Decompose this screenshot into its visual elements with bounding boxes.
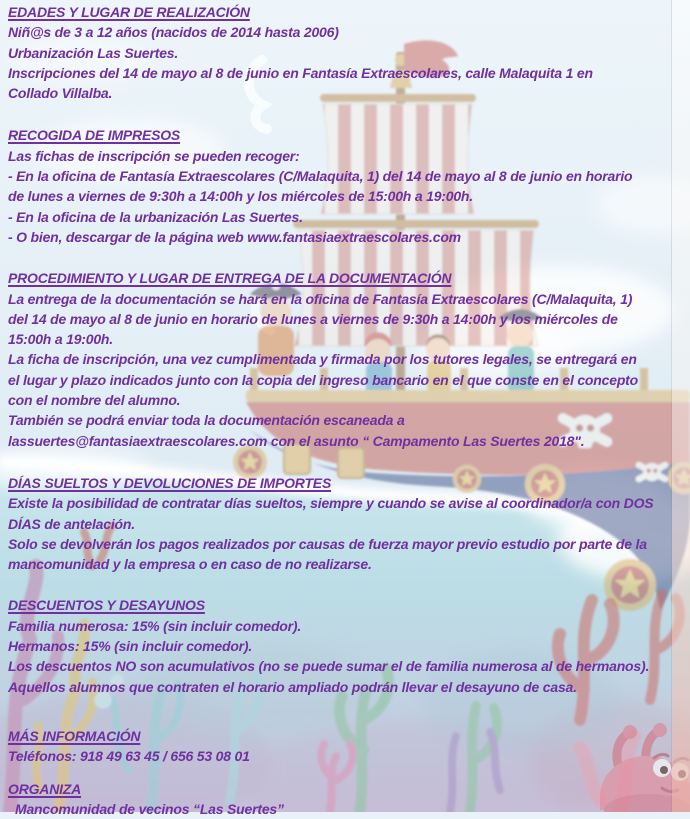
text-line: La ficha de inscripción, una vez cumplimentada y firmada por los tutores legales, se entregará en bbox=[8, 349, 688, 369]
organizer-name: Mancomunidad de vecinos “Las Suertes” bbox=[8, 799, 688, 819]
section-heading: DÍAS SUELTOS Y DEVOLUCIONES DE IMPORTES bbox=[8, 473, 688, 493]
section-heading: MÁS INFORMACIÓN bbox=[8, 726, 688, 746]
text-line: 15:00h a 19:00h. bbox=[8, 329, 688, 349]
section-organiza bbox=[8, 779, 688, 819]
text-line: Inscripciones del 14 de mayo al 8 de junio en Fantasía Extraescolares, calle Malaquita 1 en bbox=[8, 63, 688, 83]
section-procedimiento-entrega bbox=[8, 268, 688, 451]
text-line: Hermanos: 15% (sin incluir comedor). bbox=[8, 636, 688, 656]
section-mas-informacion bbox=[8, 726, 688, 767]
section-recogida-impresos bbox=[8, 125, 688, 247]
text-line: - En la oficina de la urbanización Las Suertes. bbox=[8, 207, 688, 227]
text-line: lassuertes@fantasiaextraescolares.com con el asunto “ Campamento Las Suertes 2018". bbox=[8, 431, 688, 451]
section-descuentos bbox=[8, 595, 688, 696]
text-line: mancomunidad y la empresa o en caso de no realizarse. bbox=[8, 554, 688, 574]
text-line: Niñ@s de 3 a 12 años (nacidos de 2014 hasta 2006) bbox=[8, 22, 688, 42]
text-line: Collado Villalba. bbox=[8, 83, 688, 103]
section-heading: DESCUENTOS Y DESAYUNOS bbox=[8, 595, 688, 615]
section-heading: EDADES Y LUGAR DE REALIZACIÓN bbox=[8, 2, 688, 22]
section-edades bbox=[8, 2, 688, 103]
text-line: del 14 de mayo al 8 de junio en horario de lunes a viernes de 9:30h a 14:00h y los miércoles de bbox=[8, 309, 688, 329]
text-line: Urbanización Las Suertes. bbox=[8, 43, 688, 63]
section-heading: RECOGIDA DE IMPRESOS bbox=[8, 125, 688, 145]
text-line: Los descuentos NO son acumulativos (no se puede sumar el de familia numerosa al de hermanos). bbox=[8, 656, 688, 676]
text-line: - O bien, descargar de la página web www.fantasiaextraescolares.com bbox=[8, 227, 688, 247]
text-line: - En la oficina de Fantasía Extraescolares (C/Malaquita, 1) del 14 de mayo al 8 de junio en horario bbox=[8, 166, 688, 186]
text-line: Aquellos alumnos que contraten el horario ampliado podrán llevar el desayuno de casa. bbox=[8, 677, 688, 697]
section-dias-sueltos bbox=[8, 473, 688, 574]
text-line: Existe la posibilidad de contratar días sueltos, siempre y cuando se avise al coordinador/a con DOS bbox=[8, 493, 688, 513]
text-line: Familia numerosa: 15% (sin incluir comedor). bbox=[8, 616, 688, 636]
text-line: También se podrá enviar toda la documentación escaneada a bbox=[8, 410, 688, 430]
text-line: DÍAS de antelación. bbox=[8, 514, 688, 534]
text-line: Solo se devolverán los pagos realizados por causas de fuerza mayor previo estudio por parte de la bbox=[8, 534, 688, 554]
phone-numbers: Teléfonos: 918 49 63 45 / 656 53 08 01 bbox=[8, 746, 688, 766]
text-line: de lunes a viernes de 9:30h a 14:00h y los miércoles de 15:00h a 19:00h. bbox=[8, 186, 688, 206]
flyer-text bbox=[8, 2, 688, 819]
text-line: con el nombre del alumno. bbox=[8, 390, 688, 410]
text-line: el lugar y plazo indicados junto con la copia del ingreso bancario en el que conste en el concepto bbox=[8, 370, 688, 390]
section-heading: PROCEDIMIENTO Y LUGAR DE ENTREGA DE LA DOCUMENTACIÓN bbox=[8, 268, 688, 288]
text-line: Las fichas de inscripción se pueden recoger: bbox=[8, 146, 688, 166]
text-line: La entrega de la documentación se hará en la oficina de Fantasía Extraescolares (C/Malaquita, 1) bbox=[8, 289, 688, 309]
section-heading: ORGANIZA bbox=[8, 779, 688, 799]
